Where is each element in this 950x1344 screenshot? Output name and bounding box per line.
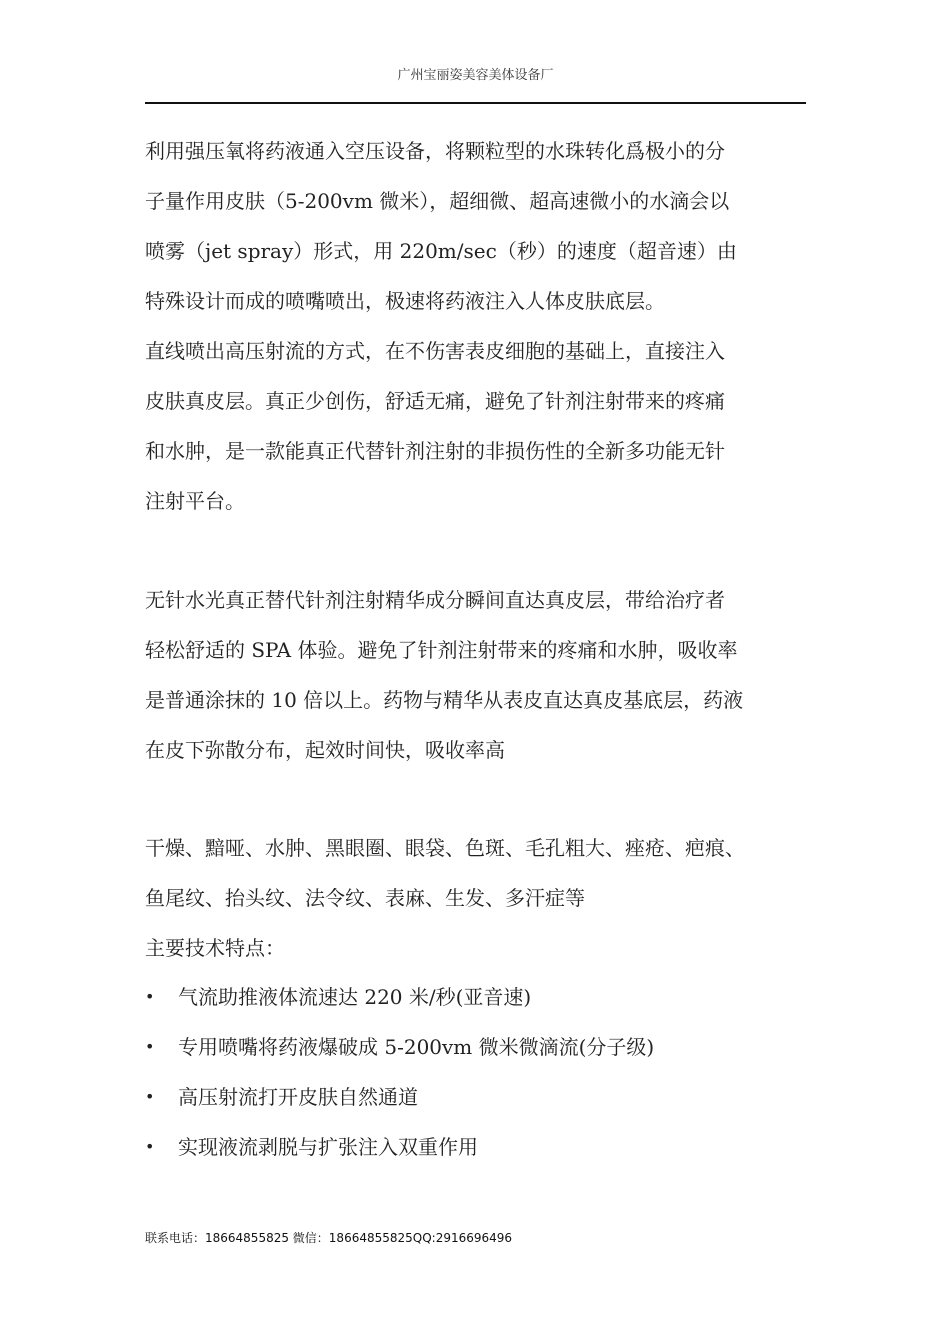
text-line: 在皮下弥散分布，起效时间快，吸收率高 xyxy=(145,738,505,762)
text-line: 皮肤真皮层。真正少创伤，舒适无痛，避免了针剂注射带来的疼痛 xyxy=(145,389,725,413)
list-item xyxy=(145,972,825,1022)
list-item-text: 气流助推液体流速达 220 米/秒(亚音速) xyxy=(178,985,532,1009)
bullet-icon: • xyxy=(145,1137,155,1156)
text-line: 是普通涂抹的 10 倍以上。药物与精华从表皮直达真皮基底层，药液 xyxy=(145,688,744,712)
list-item-text: 专用喷嘴将药液爆破成 5-200vm 微米微滴流(分子级) xyxy=(178,1035,655,1059)
text-line: 利用强压氧将药液通入空压设备，将颗粒型的水珠转化爲极小的分 xyxy=(145,139,725,163)
text-line: 无针水光真正替代针剂注射精华成分瞬间直达真皮层，带给治疗者 xyxy=(145,588,725,612)
paragraph-indications xyxy=(145,823,825,973)
text-line: 喷雾（jet spray）形式，用 220m/sec（秒）的速度（超音速）由 xyxy=(145,239,737,263)
text-line: 干燥、黯哑、水肿、黑眼圈、眼袋、色斑、毛孔粗大、痤疮、疤痕、 xyxy=(145,836,745,860)
text-line: 和水肿，是一款能真正代替针剂注射的非损伤性的全新多功能无针 xyxy=(145,439,725,463)
text-line: 直线喷出高压射流的方式，在不伤害表皮细胞的基础上，直接注入 xyxy=(145,339,725,363)
list-item xyxy=(145,1122,825,1172)
bullet-icon: • xyxy=(145,987,155,1006)
list-item xyxy=(145,1022,825,1072)
section-heading: 主要技术特点： xyxy=(145,936,285,960)
paragraph-intro xyxy=(145,126,825,526)
text-line: 子量作用皮肤（5-200vm 微米），超细微、超高速微小的水滴会以 xyxy=(145,189,730,213)
bullet-icon: • xyxy=(145,1087,155,1106)
list-item-text: 实现液流剥脱与扩张注入双重作用 xyxy=(178,1135,478,1159)
bullet-icon: • xyxy=(145,1037,155,1056)
text-line: 轻松舒适的 SPA 体验。避免了针剂注射带来的疼痛和水肿，吸收率 xyxy=(145,638,738,662)
page-footer: 联系电话：18664855825 微信：18664855825QQ:2916696496 xyxy=(145,1231,513,1245)
header-divider xyxy=(145,102,806,104)
list-item-text: 高压射流打开皮肤自然通道 xyxy=(178,1085,418,1109)
page-header: 广州宝丽姿美容美体设备厂 xyxy=(397,68,554,83)
list-item xyxy=(145,1072,825,1122)
feature-list xyxy=(145,972,825,1172)
text-line: 注射平台。 xyxy=(145,489,245,513)
text-line: 鱼尾纹、抬头纹、法令纹、表麻、生发、多汗症等 xyxy=(145,886,585,910)
paragraph-benefits xyxy=(145,575,825,775)
text-line: 特殊设计而成的喷嘴喷出，极速将药液注入人体皮肤底层。 xyxy=(145,289,665,313)
